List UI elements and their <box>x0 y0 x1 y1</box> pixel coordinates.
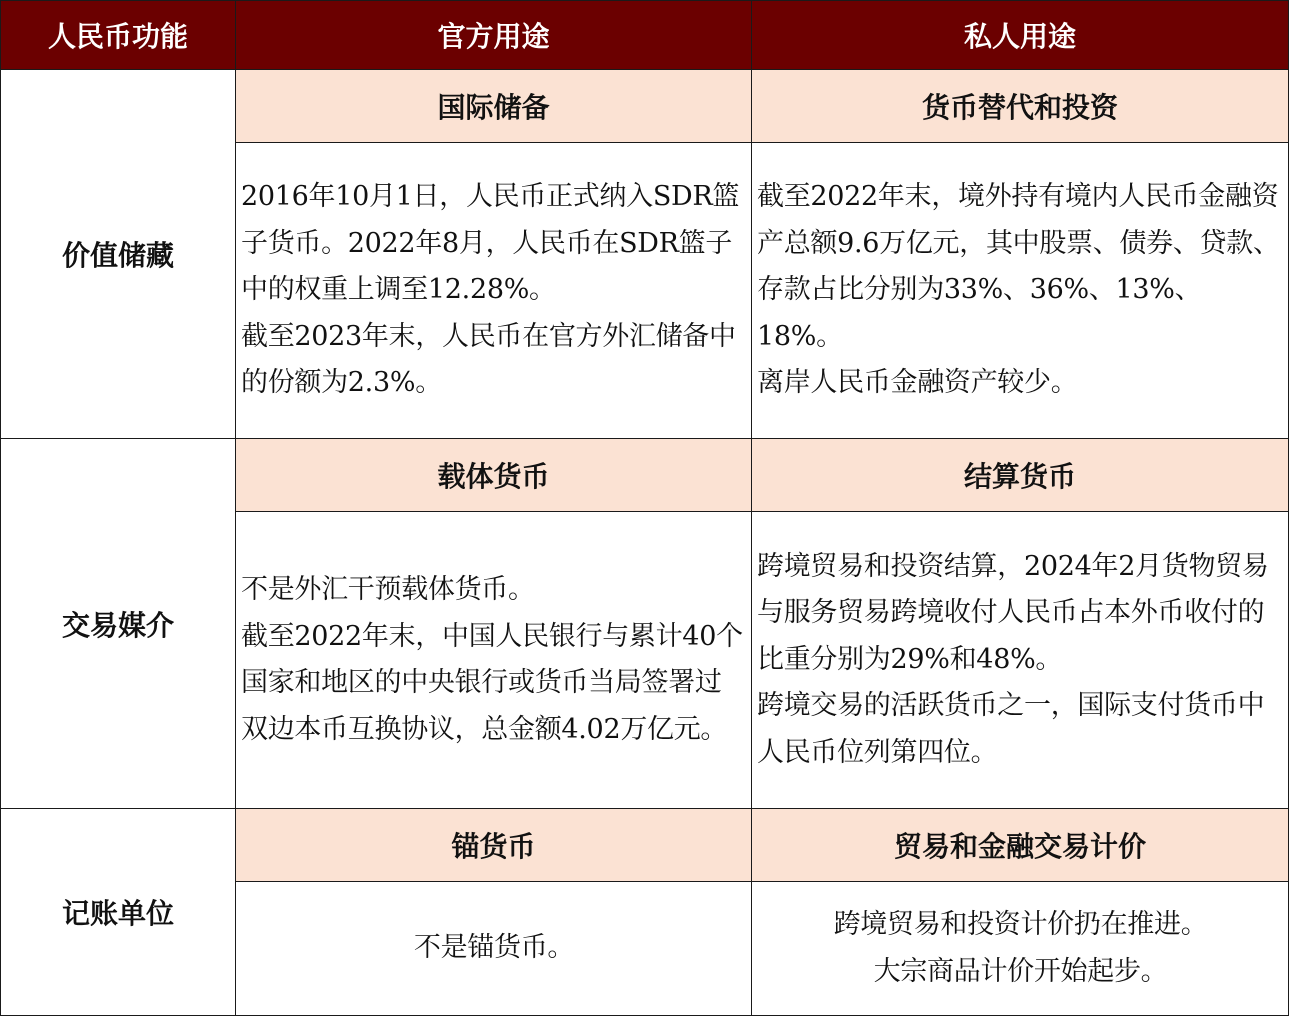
private-paragraph: 大宗商品计价开始起步。 <box>873 955 1168 987</box>
private-subheader: 货币替代和投资 <box>752 70 1289 143</box>
private-paragraph: 跨境贸易和投资结算，2024年2月货物贸易与服务贸易跨境收付人民币占本外币收付的比重分别为29%和48%。 <box>757 550 1269 675</box>
row-label-store-of-value: 价值储藏 <box>1 70 236 439</box>
private-content <box>752 143 1289 439</box>
official-subheader: 国际储备 <box>236 70 752 143</box>
official-paragraph: 截至2023年末，人民币在官方外汇储备中的份额为2.3%。 <box>241 320 736 399</box>
private-content <box>752 882 1289 1016</box>
private-content <box>752 512 1289 809</box>
official-subheader: 锚货币 <box>236 809 752 882</box>
private-paragraph: 跨境贸易和投资计价扔在推进。 <box>833 909 1208 940</box>
official-content <box>236 512 752 809</box>
header-official-use: 官方用途 <box>236 1 752 70</box>
subheader-row-store-of-value <box>1 70 1289 143</box>
header-private-use: 私人用途 <box>752 1 1289 70</box>
official-paragraph: 不是锚货币。 <box>413 932 575 964</box>
private-subheader: 贸易和金融交易计价 <box>752 809 1289 882</box>
private-paragraph: 跨境交易的活跃货币之一，国际支付货币中人民币位列第四位。 <box>757 690 1265 768</box>
official-content <box>236 882 752 1016</box>
header-row <box>1 1 1289 70</box>
official-subheader: 载体货币 <box>236 439 752 512</box>
official-paragraph: 2016年10月1日，人民币正式纳入SDR篮子货币。2022年8月，人民币在SDR篮子中的权重上调至12.28%。 <box>241 181 740 306</box>
private-paragraph: 离岸人民币金融资产较少。 <box>757 367 1078 399</box>
subheader-row-medium-of-exchange <box>1 439 1289 512</box>
official-paragraph: 截至2022年末，中国人民银行与累计40个国家和地区的中央银行或货币当局签署过双边本币互换协议，总金额4.02万亿元。 <box>241 620 743 745</box>
private-subheader: 结算货币 <box>752 439 1289 512</box>
private-paragraph: 截至2022年末，境外持有境内人民币金融资产总额9.6万亿元，其中股票、债券、贷款、存款占比分别为33%、36%、13%、18%。 <box>757 181 1280 352</box>
row-label-medium-of-exchange: 交易媒介 <box>1 439 236 809</box>
row-label-unit-of-account: 记账单位 <box>1 809 236 1016</box>
header-function: 人民币功能 <box>1 1 236 70</box>
official-content <box>236 143 752 439</box>
official-paragraph: 不是外汇干预载体货币。 <box>241 574 535 605</box>
subheader-row-unit-of-account <box>1 809 1289 882</box>
